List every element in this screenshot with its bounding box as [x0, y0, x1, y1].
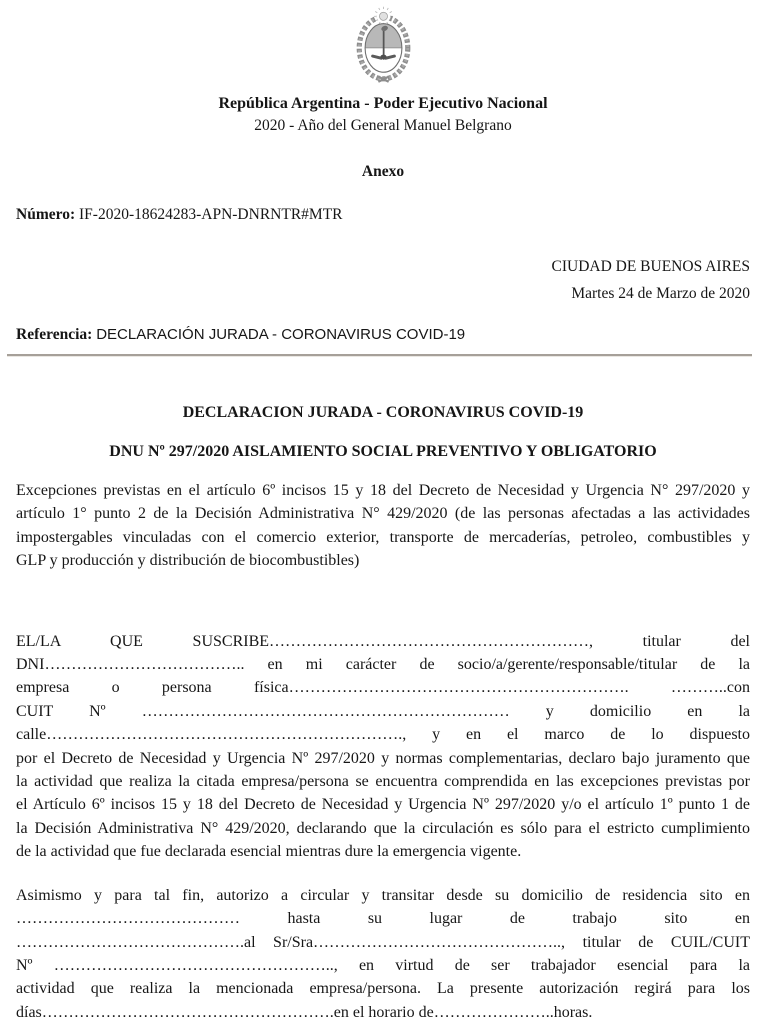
number-label: Número:	[16, 206, 76, 223]
paragraph-declaration	[16, 630, 750, 864]
paragraph-line: DNI……………………………….. en mi carácter de socio/a/gerente/responsable/titular de la	[16, 656, 750, 674]
document-number-line	[16, 205, 750, 225]
paragraph-line: GLP y producción y distribución de biocombustibles)	[16, 552, 360, 570]
paragraph-line: días……………………………………………….en el horario de…………………..horas.	[16, 1003, 593, 1021]
paragraph-exceptions	[16, 479, 750, 573]
paragraph-authorization	[16, 884, 750, 1024]
paragraph-line: artículo 1° punto 2 de la Decisión Administrativa N° 429/2020 (de las personas afectadas a las actividades	[16, 505, 750, 523]
reference-line	[16, 325, 750, 345]
paragraph-line: CUIT Nº …………………………………………………………… y domicilio en la	[16, 702, 750, 720]
argentina-coat-of-arms-icon	[16, 6, 750, 84]
paragraph-line: de la actividad que fue declarada esencial mientras dure la emergencia vigente.	[16, 843, 522, 861]
number-value: IF-2020-18624283-APN-DNRNTR#MTR	[79, 206, 343, 223]
date-line: Martes 24 de Marzo de 2020	[571, 285, 750, 302]
paragraph-line: Asimismo y para tal fin, autorizo a circular y transitar desde su domicilio de residencia sito en	[16, 886, 750, 904]
city-line: CIUDAD DE BUENOS AIRES	[551, 258, 750, 275]
reference-label: Referencia:	[16, 326, 93, 343]
paragraph-line: impostergables vinculadas con el comercio exterior, transporte de mercaderías, petroleo, combustibles y	[16, 528, 750, 546]
paragraph-line: actividad que realiza la mencionada empresa/persona. La presente autorización regirá para los	[16, 980, 750, 998]
paragraph-line: la actividad que realiza la citada empresa/persona se encuentra comprendida en las excepciones previstas por	[16, 773, 750, 791]
document-subtitle: DNU Nº 297/2020 AISLAMIENTO SOCIAL PREVENTIVO Y OBLIGATORIO	[109, 443, 657, 460]
document-title: DECLARACION JURADA - CORONAVIRUS COVID-19	[182, 404, 584, 421]
place-date-block	[16, 253, 750, 307]
paragraph-line: la Decisión Administrativa N° 429/2020, declarando que la circulación es sólo para el estricto cumplimiento	[16, 819, 750, 837]
paragraph-line: …………………………………….al Sr/Sra……………………………………….., titular de CUIL/CUIT	[16, 933, 750, 951]
paragraph-line: Nº …………………………………………….., en virtud de ser trabajador esencial para la	[16, 956, 750, 974]
paragraph-line: …………………………………… hasta su lugar de trabajo sito en	[16, 910, 750, 928]
paragraph-line: Excepciones previstas en el artículo 6º incisos 15 y 18 del Decreto de Necesidad y Urgencia N° 297/2020 y	[16, 482, 750, 499]
header-org-line: República Argentina - Poder Ejecutivo Nacional	[218, 95, 548, 112]
annex-heading: Anexo	[361, 163, 405, 180]
paragraph-line: calle…………………………………………………………., y en el marco de lo dispuesto	[16, 726, 750, 744]
paragraph-line: por el Decreto de Necesidad y Urgencia Nº 297/2020 y normas complementarias, declaro bajo juramento que	[16, 749, 750, 767]
paragraph-line: el Artículo 6º incisos 15 y 18 del Decreto de Necesidad y Urgencia Nº 297/2020 y/o el artículo 1º punto 1 de	[16, 796, 750, 814]
header-year-line: 2020 - Año del General Manuel Belgrano	[254, 117, 512, 134]
reference-value: DECLARACIÓN JURADA - CORONAVIRUS COVID-19	[96, 326, 466, 343]
header-divider	[7, 354, 752, 357]
paragraph-line: empresa o persona física………………………………………………………. ………..con	[16, 679, 750, 697]
paragraph-line: EL/LA QUE SUSCRIBE……………………………………………………, titular del	[16, 632, 750, 650]
